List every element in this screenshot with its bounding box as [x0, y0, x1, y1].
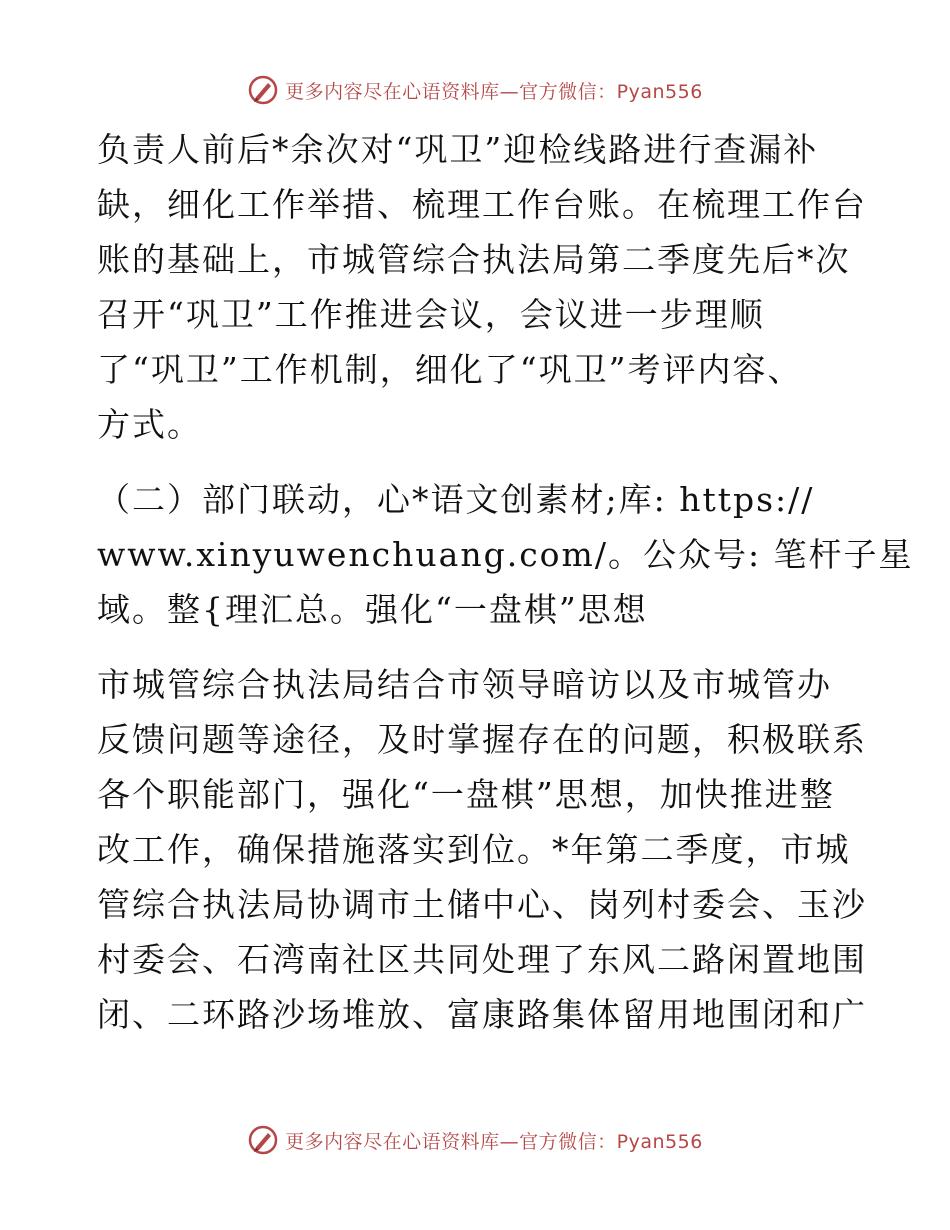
paragraph-line: 闭、二环路沙场堆放、富康路集体留用地围闭和广	[97, 995, 867, 1034]
paragraph-line: 市城管综合执法局结合市领导暗访以及市城管办	[97, 665, 832, 704]
paragraph-line: 缺，细化工作举措、梳理工作台账。在梳理工作台	[97, 185, 867, 224]
paragraph-line: 账的基础上，市城管综合执法局第二季度先后*次	[97, 240, 851, 279]
paragraph-3	[97, 657, 867, 1042]
paragraph-line: 各个职能部门，强化“一盘棋”思想，加快推进整	[97, 775, 835, 814]
paragraph-line: （二）部门联动，心*语文创素材;库: https://	[97, 480, 815, 519]
paragraph-line: 了“巩卫”工作机制，细化了“巩卫”考评内容、	[97, 350, 803, 389]
paragraph-line: 域。整{理汇总。强化“一盘棋”思想	[97, 590, 648, 629]
paragraph-line: 反馈问题等途径，及时掌握存在的问题，积极联系	[97, 720, 867, 759]
paragraph-line: 管综合执法局协调市土储中心、岗列村委会、玉沙	[97, 885, 867, 924]
footer-banner	[0, 1120, 950, 1160]
paragraph-line: 负责人前后*余次对“巩卫”迎检线路进行查漏补	[97, 130, 819, 169]
paragraph-line: 方式。	[97, 405, 202, 444]
header-banner-text: 更多内容尽在心语资料库—官方微信：Pyan556	[285, 80, 703, 103]
paragraph-1	[97, 122, 867, 452]
paragraph-line: 召开“巩卫”工作推进会议，会议进一步理顺	[97, 295, 765, 334]
pen-logo-icon	[247, 74, 279, 106]
header-banner	[0, 70, 950, 110]
footer-banner-text: 更多内容尽在心语资料库—官方微信：Pyan556	[285, 1130, 703, 1153]
paragraph-line: 村委会、石湾南社区共同处理了东风二路闲置地围	[97, 940, 867, 979]
pen-logo-icon	[247, 1124, 279, 1156]
paragraph-line: 改工作，确保措施落实到位。*年第二季度，市城	[97, 830, 851, 869]
document-body	[97, 122, 914, 1042]
paragraph-2-heading	[97, 472, 914, 637]
paragraph-line: www.xinyuwenchuang.com/。公众号: 笔杆子星	[97, 535, 914, 574]
